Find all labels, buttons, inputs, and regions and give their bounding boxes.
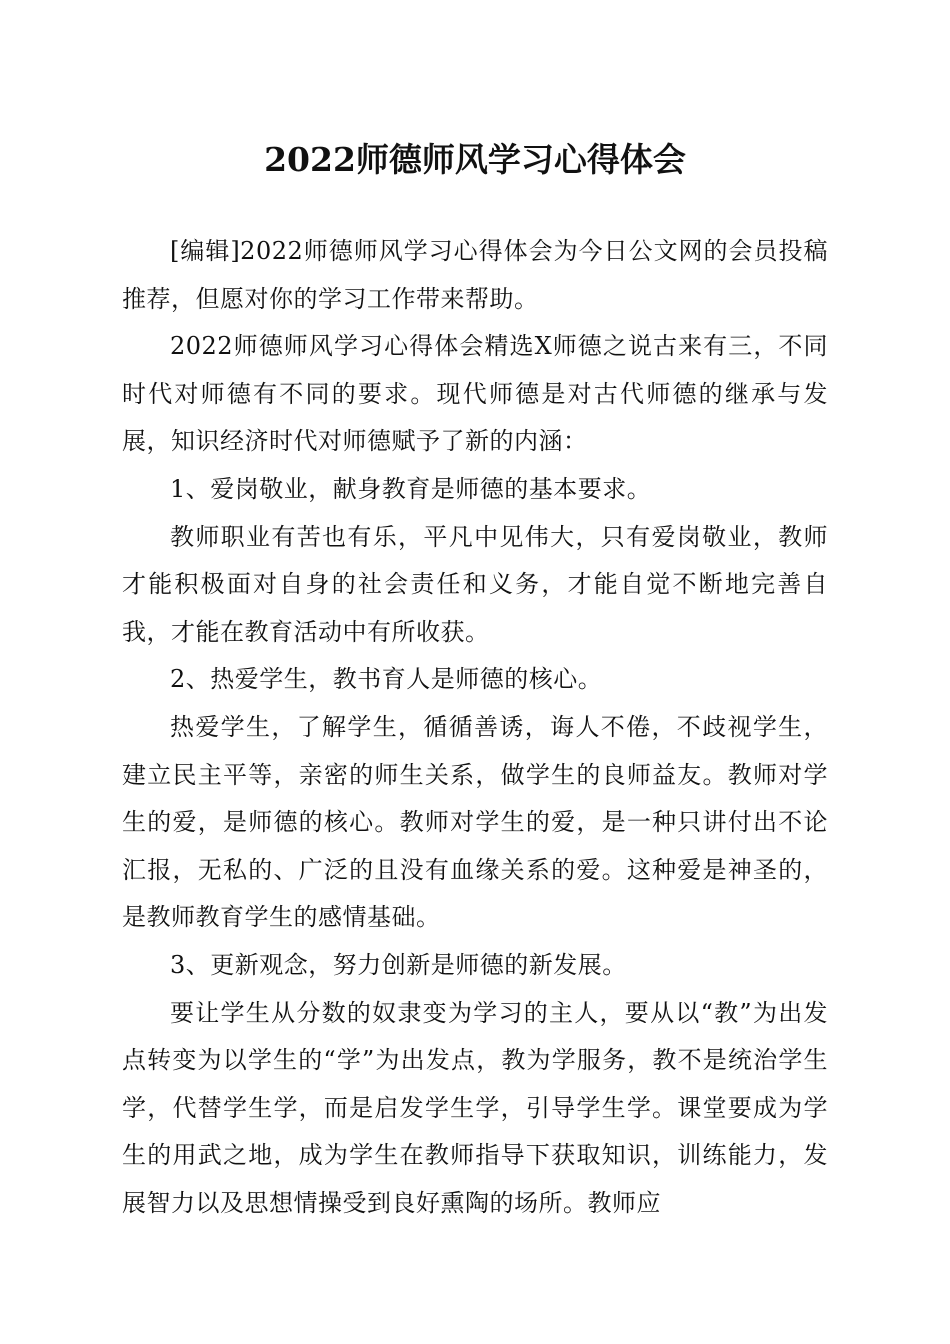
paragraph-point-2: 热爱学生，了解学生，循循善诱，诲人不倦，不歧视学生，建立民主平等，亲密的师生关系，做学生的良师益友。教师对学生的爱，是师德的核心。教师对学生的爱，是一种只讲付出不论汇报，无私的、广泛的且没有血缘关系的爱。这种爱是神圣的，是教师教育学生的感情基础。	[122, 712, 828, 932]
document-body	[122, 228, 828, 1227]
paragraph-point-3: 要让学生从分数的奴隶变为学习的主人，要从以“教”为出发点转变为以学生的“学”为出发点，教为学服务，教不是统治学生学，代替学生学，而是启发学生学，引导学生学。课堂要成为学生的用武之地，成为学生在教师指导下获取知识，训练能力，发展智力以及思想情操受到良好熏陶的场所。教师应	[122, 998, 828, 1217]
heading-point-3: 3、更新观念，努力创新是师德的新发展。	[170, 950, 627, 979]
paragraph-intro: [编辑]2022师德师风学习心得体会为今日公文网的会员投稿推荐，但愿对你的学习工作带来帮助。	[122, 237, 828, 313]
paragraph-point-1: 教师职业有苦也有乐，平凡中见伟大，只有爱岗敬业，教师才能积极面对自身的社会责任和义务，才能自觉不断地完善自我，才能在教育活动中有所收获。	[122, 522, 828, 646]
paragraph-overview: 2022师德师风学习心得体会精选X师德之说古来有三，不同时代对师德有不同的要求。现代师德是对古代师德的继承与发展，知识经济时代对师德赋予了新的内涵：	[122, 332, 828, 456]
heading-point-1: 1、爱岗敬业，献身教育是师德的基本要求。	[170, 474, 652, 503]
document-title: 2022师德师风学习心得体会	[264, 140, 686, 179]
heading-point-2: 2、热爱学生，教书育人是师德的核心。	[170, 665, 603, 694]
